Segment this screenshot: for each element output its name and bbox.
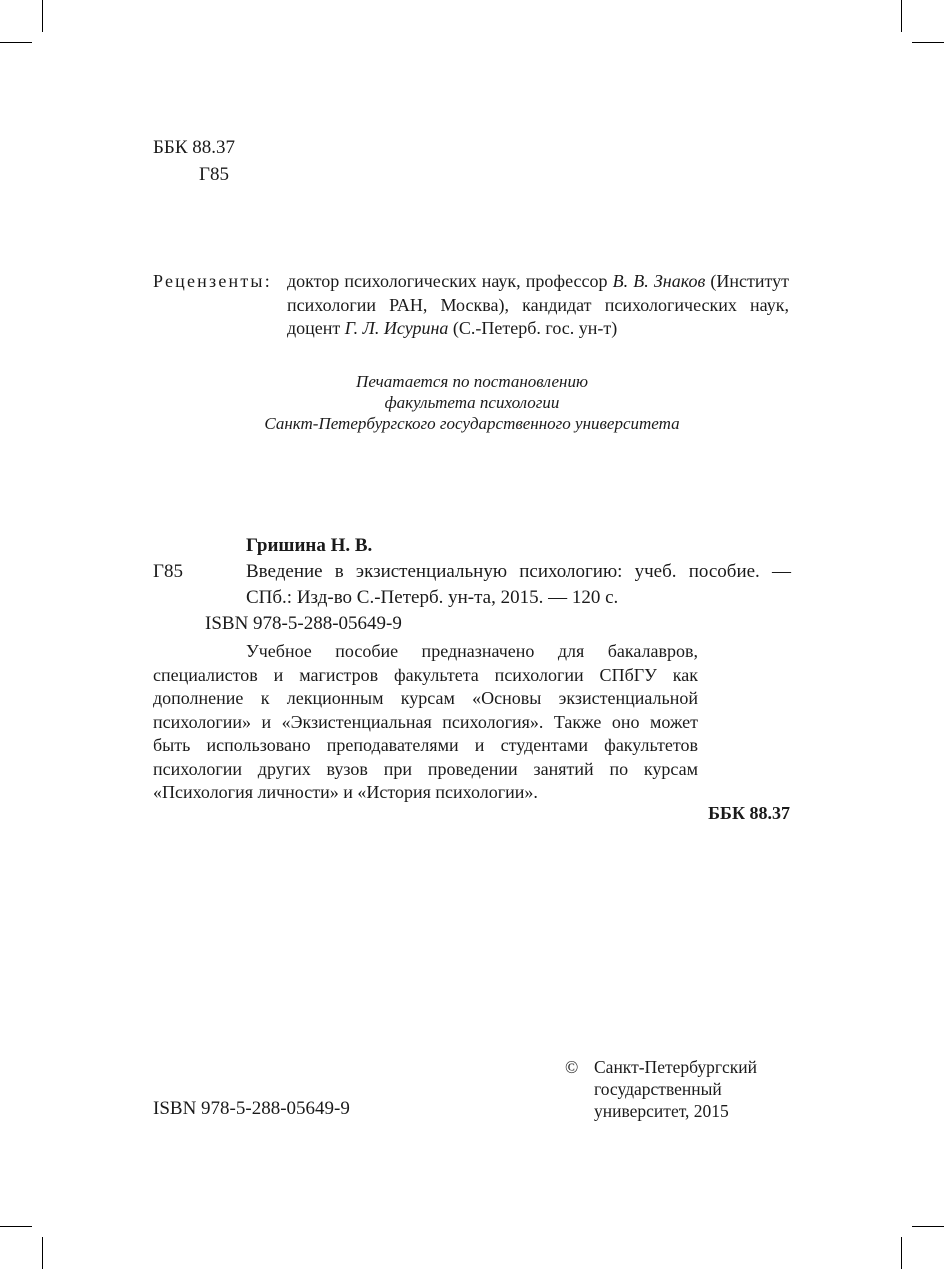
copyright-line-2: государственный xyxy=(594,1079,722,1099)
crop-mark-top-left-vertical xyxy=(42,0,43,32)
resolution-line-2: факультета психологии xyxy=(384,393,560,412)
reviewers-text-part3: (С.-Петерб. гос. ун-т) xyxy=(448,318,618,338)
reviewers-text xyxy=(287,270,789,341)
entry-title-text: Введение в экзистенциальную психологию: учеб. пособие. — СПб.: Изд-во С.-Петерб. ун-та, 2015. — 120 с. xyxy=(246,561,791,608)
crop-mark-top-right-vertical xyxy=(901,0,902,32)
copyright-holder xyxy=(594,1056,757,1122)
copyright-line-1: Санкт-Петербургский xyxy=(594,1057,758,1077)
copyright-symbol: © xyxy=(565,1057,579,1077)
crop-mark-bottom-left-horizontal xyxy=(0,1226,32,1227)
reviewers-text-part1: доктор психологических наук, профессор xyxy=(287,271,613,291)
entry-bbk: ББК 88.37 xyxy=(708,803,790,823)
entry-isbn: ISBN 978-5-288-05649-9 xyxy=(205,613,402,634)
copyright-line-3: университет, 2015 xyxy=(594,1101,729,1121)
crop-mark-bottom-left-vertical xyxy=(42,1237,43,1269)
entry-author-mark: Г85 xyxy=(153,561,183,582)
entry-title xyxy=(246,559,791,611)
entry-annotation-text: Учебное пособие предназначено для бакалавров, специалистов и магистров факультета психологии СПбГУ как дополнение к лекционным курсам «Основы экзистенциальной психологии» и «Экзистенциальная психология». Также оно может быть использовано преподавателями и студентами факультетов психологии других вузов при проведении занятий по курсам «Психология личности» и «История психологии». xyxy=(153,641,698,802)
footer-isbn: ISBN 978-5-288-05649-9 xyxy=(153,1098,350,1119)
resolution-line-1: Печатается по постановлению xyxy=(356,372,588,391)
bbk-code: ББК 88.37 xyxy=(153,137,235,158)
reviewer-name-2: Г. Л. Исурина xyxy=(344,318,449,338)
author-mark: Г85 xyxy=(199,164,229,185)
crop-mark-top-right-horizontal xyxy=(912,42,944,43)
entry-author: Гришина Н. В. xyxy=(246,535,373,556)
reviewer-name-1: В. В. Знаков xyxy=(612,271,706,291)
resolution-line-3: Санкт-Петербургского государственного университета xyxy=(264,414,680,433)
crop-mark-top-left-horizontal xyxy=(0,42,32,43)
entry-annotation xyxy=(153,640,698,805)
crop-mark-bottom-right-horizontal xyxy=(912,1226,944,1227)
crop-mark-bottom-right-vertical xyxy=(901,1237,902,1269)
reviewers-text-part2: (Институт психологии РАН, Москва), кандидат психологических наук, доцент xyxy=(287,271,789,338)
publishing-resolution xyxy=(0,371,944,434)
reviewers-label: Рецензенты: xyxy=(153,271,272,291)
